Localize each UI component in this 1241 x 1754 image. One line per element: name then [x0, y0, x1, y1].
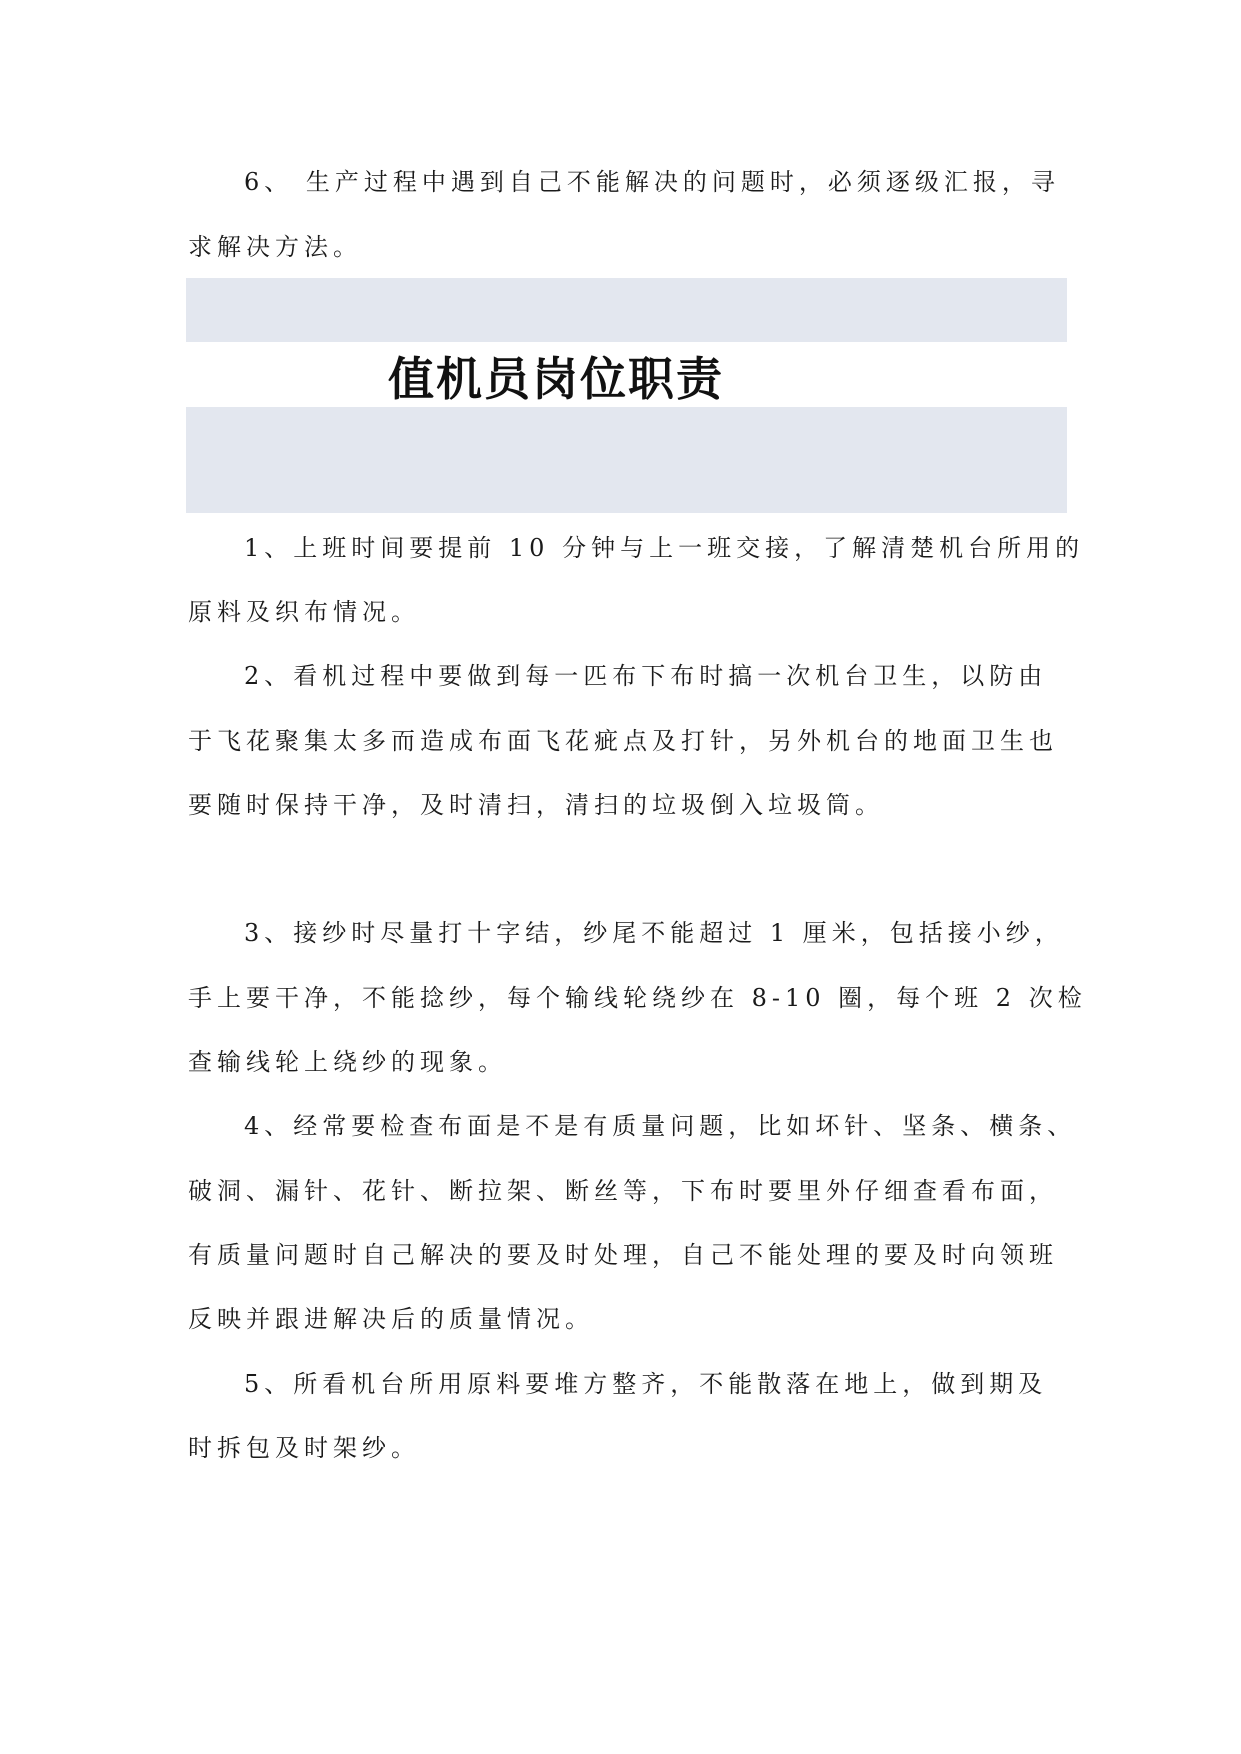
item-4-line-3: 有质量问题时自己解决的要及时处理，自己不能处理的要及时向领班	[188, 1241, 1058, 1269]
item-1-line-1: 1、上班时间要提前 10 分钟与上一班交接，了解清楚机台所用的	[244, 534, 1085, 562]
item-6-line-1: 6、 生产过程中遇到自己不能解决的问题时，必须逐级汇报，寻	[244, 168, 1060, 196]
title-band-top	[186, 278, 1067, 342]
item-4-line-4: 反映并跟进解决后的质量情况。	[188, 1305, 594, 1333]
item-3-line-1: 3、接纱时尽量打十字结，纱尾不能超过 1 厘米，包括接小纱，	[244, 919, 1064, 947]
item-4-line-1: 4、经常要检查布面是不是有质量问题，比如坏针、坚条、横条、	[244, 1112, 1077, 1140]
item-2-line-3: 要随时保持干净，及时清扫，清扫的垃圾倒入垃圾筒。	[188, 791, 884, 819]
item-4-line-2: 破洞、漏针、花针、断拉架、断丝等，下布时要里外仔细查看布面，	[188, 1177, 1058, 1205]
section-title: 值机员岗位职责	[388, 352, 724, 406]
item-2-line-1: 2、看机过程中要做到每一匹布下布时搞一次机台卫生，以防由	[244, 662, 1048, 690]
item-1-line-2: 原料及织布情况。	[188, 598, 420, 626]
item-2-line-2: 于飞花聚集太多而造成布面飞花疵点及打针，另外机台的地面卫生也	[188, 727, 1058, 755]
item-6-line-2: 求解决方法。	[188, 233, 362, 261]
item-5-line-2: 时拆包及时架纱。	[188, 1434, 420, 1462]
item-3-line-3: 查输线轮上绕纱的现象。	[188, 1048, 507, 1076]
title-band-bottom	[186, 407, 1067, 513]
item-5-line-1: 5、所看机台所用原料要堆方整齐，不能散落在地上，做到期及	[244, 1370, 1048, 1398]
item-3-line-2: 手上要干净，不能捻纱，每个输线轮绕纱在 8-10 圈，每个班 2 次检	[188, 984, 1087, 1012]
